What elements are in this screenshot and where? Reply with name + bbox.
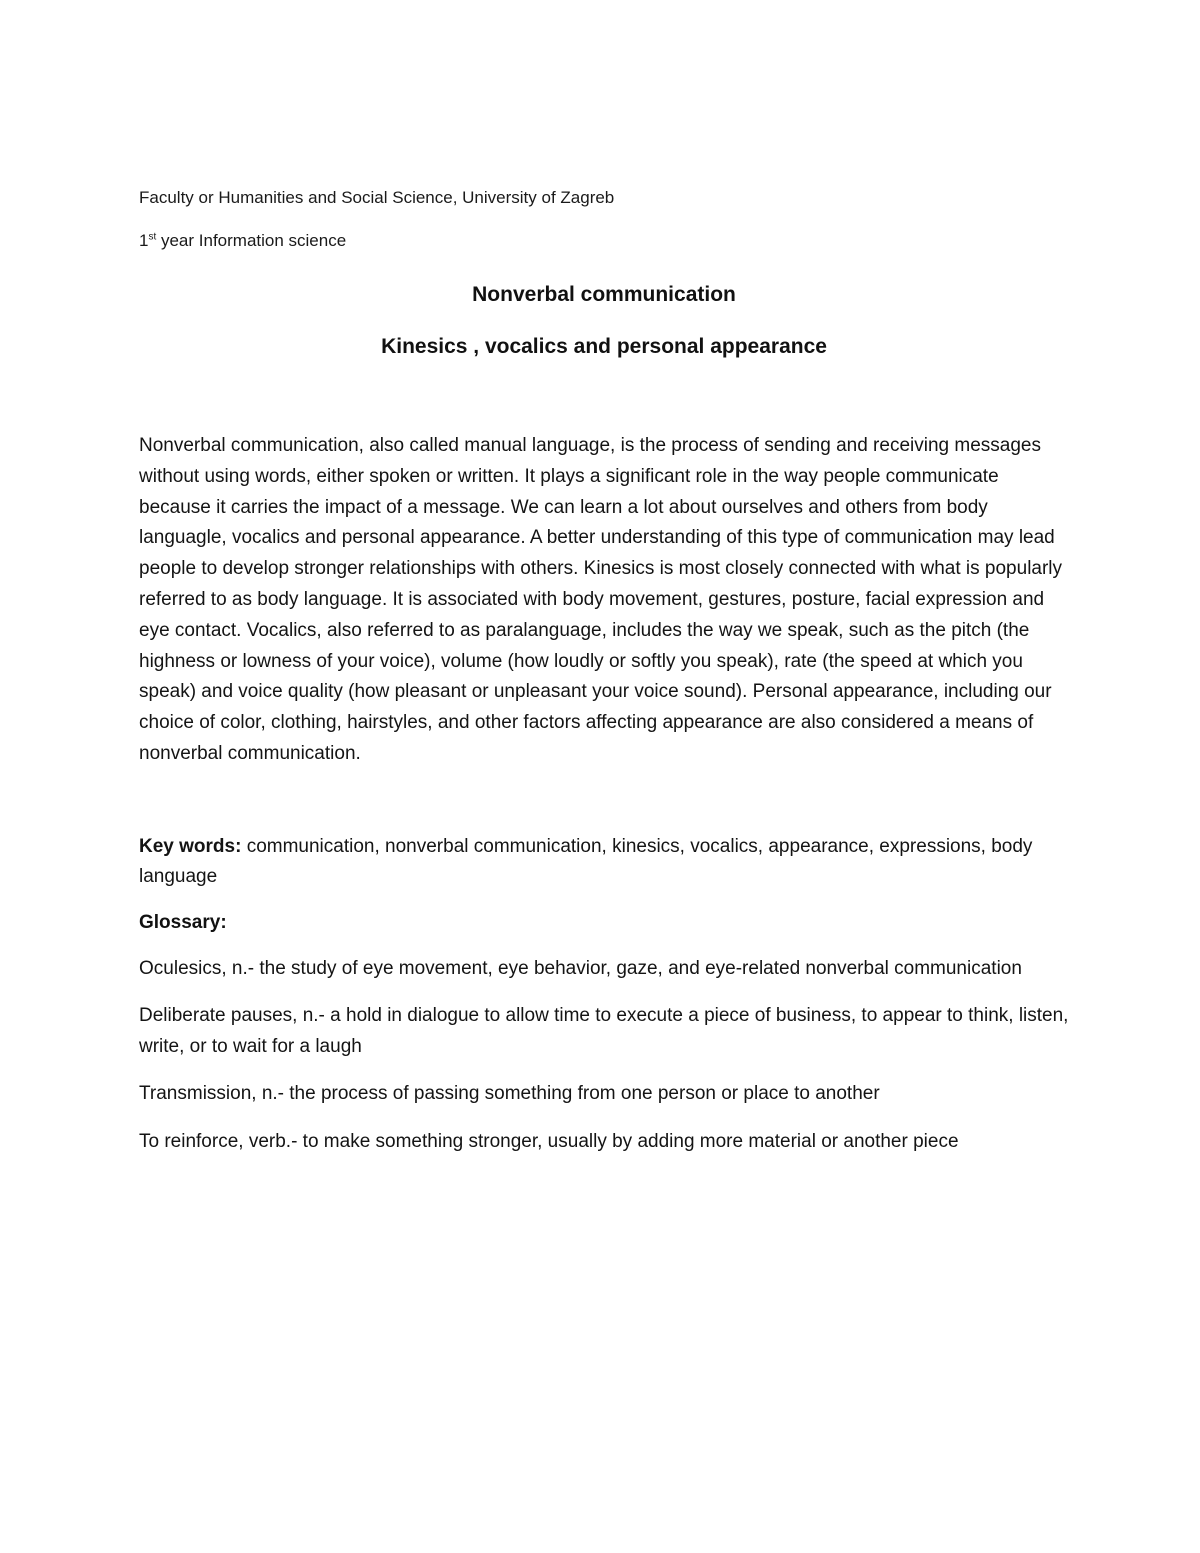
glossary-entry-reinforce: To reinforce, verb.- to make something stronger, usually by adding more material or another piece: [139, 1130, 959, 1152]
keywords-label: Key words:: [139, 835, 242, 857]
document-title: Nonverbal communication: [472, 283, 736, 306]
glossary-entry-oculesics: Oculesics, n.- the study of eye movement, eye behavior, gaze, and eye-related nonverbal communication: [139, 957, 1022, 979]
year-line: [139, 229, 1069, 253]
year-number: 1: [139, 231, 149, 250]
glossary-heading: Glossary:: [139, 911, 227, 933]
keywords-paragraph: [139, 832, 1069, 893]
document-content: [139, 186, 1069, 1157]
keywords-text: communication, nonverbal communication, kinesics, vocalics, appearance, expressions, body language: [139, 835, 1033, 888]
glossary-entry-deliberate-pauses: Deliberate pauses, n.- a hold in dialogue to allow time to execute a piece of business, to appear to think, listen, write, or to wait for a laugh: [139, 1005, 1069, 1057]
document-subtitle: Kinesics , vocalics and personal appearance: [381, 335, 827, 358]
year-suffix: st: [148, 231, 157, 243]
year-rest: year Information science: [156, 231, 347, 250]
glossary-entry-transmission: Transmission, n.- the process of passing something from one person or place to another: [139, 1083, 880, 1105]
institution-line: Faculty or Humanities and Social Science, University of Zagreb: [139, 188, 615, 207]
abstract-paragraph: Nonverbal communication, also called manual language, is the process of sending and receiving messages without using words, either spoken or written. It plays a significant role in the way people communicate because it carries the impact of a message. We can learn a lot about ourselves and others from body languagle, vocalics and personal appearance. A better understanding of this type of communication may lead people to develop stronger relationships with others. Kinesics is most closely connected with what is popularly referred to as body language. It is associated with body movement, gestures, posture, facial expression and eye contact. Vocalics, also referred to as paralanguage, includes the way we speak, such as the pitch (the highness or lowness of your voice), volume (how loudly or softly you speak), rate (the speed at which you speak) and voice quality (how pleasant or unpleasant your voice sound). Personal appearance, including our choice of color, clothing, hairstyles, and other factors affecting appearance are also considered a means of nonverbal communication.: [139, 435, 1063, 764]
